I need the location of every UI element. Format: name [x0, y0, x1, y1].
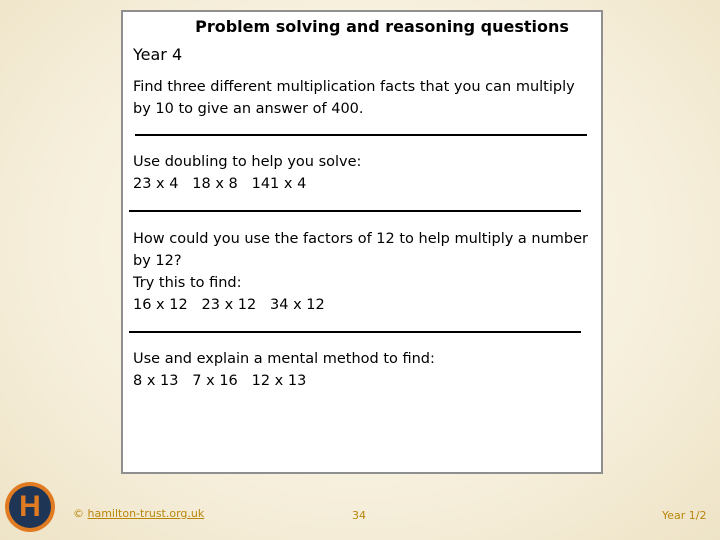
copyright-symbol: © [73, 507, 84, 520]
question-1-line-1: Find three different multiplication facts that you can multiply [133, 79, 575, 95]
question-2-line-1: Use doubling to help you solve: [133, 154, 362, 170]
question-4-line-1: Use and explain a mental method to find: [133, 351, 435, 367]
question-3 [133, 228, 588, 316]
page-number: 34 [352, 509, 366, 522]
website-link[interactable]: hamilton-trust.org.uk [87, 507, 205, 520]
question-1-line-2: by 10 to give an answer of 400. [133, 101, 364, 117]
question-2 [133, 151, 361, 195]
hamilton-logo [5, 482, 55, 532]
hamilton-logo-letter: H [9, 486, 51, 528]
divider-3 [129, 331, 581, 333]
question-3-line-4: 16 x 12 23 x 12 34 x 12 [133, 297, 325, 313]
worksheet-title: Problem solving and reasoning questions [195, 17, 569, 36]
divider-1 [135, 134, 587, 136]
question-3-line-3: Try this to find: [133, 275, 242, 291]
year-label: Year 4 [133, 45, 183, 64]
copyright-notice [73, 507, 204, 520]
worksheet-card [121, 10, 603, 474]
year-footer-label: Year 1/2 [662, 509, 707, 522]
question-4-line-2: 8 x 13 7 x 16 12 x 13 [133, 373, 307, 389]
question-1 [133, 76, 575, 120]
question-3-line-2: by 12? [133, 253, 182, 269]
question-4 [133, 348, 435, 392]
question-3-line-1: How could you use the factors of 12 to help multiply a number [133, 231, 589, 247]
question-2-line-2: 23 x 4 18 x 8 141 x 4 [133, 176, 307, 192]
divider-2 [129, 210, 581, 212]
